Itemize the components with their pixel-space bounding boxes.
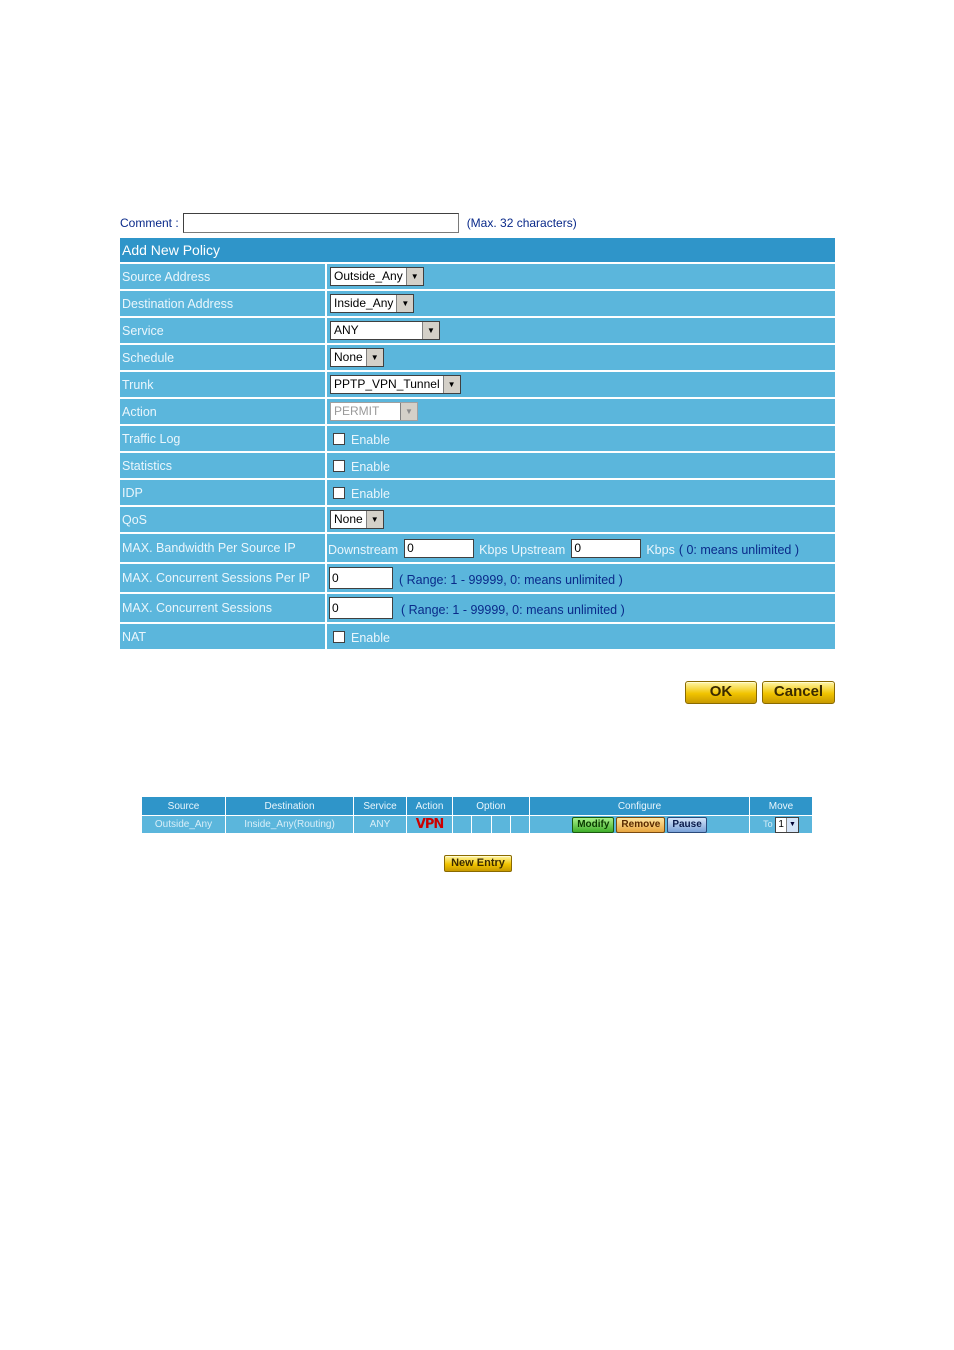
chevron-down-icon: ▼ [396,295,413,312]
statistics-checkbox[interactable] [333,460,345,472]
col-option: Option [453,797,530,816]
upstream-label: Kbps Upstream [479,542,566,557]
cancel-button[interactable]: Cancel [762,681,835,704]
move-to-label: To [763,818,773,829]
option-cell-1 [453,816,472,833]
row-source: Outside_Any [142,816,226,834]
destination-address-select[interactable]: Inside_Any ▼ [330,294,414,313]
schedule-label: Schedule [120,345,327,370]
action-row [120,397,835,424]
trunk-row [120,370,835,397]
policy-list-table [142,797,812,833]
comment-row [120,212,577,234]
max-sessions-per-ip-input[interactable] [329,567,393,589]
option-cell-3 [492,816,511,833]
max-sessions-input[interactable] [329,597,393,619]
max-sessions-per-ip-row [120,562,835,592]
downstream-input[interactable] [404,539,474,558]
sessions-hint: ( Range: 1 - 99999, 0: means unlimited ) [401,602,625,617]
chevron-down-icon: ▼ [443,376,460,393]
service-select[interactable]: ANY ▼ [330,321,440,340]
traffic-log-label: Traffic Log [120,426,327,451]
row-option [453,816,530,834]
idp-checkbox[interactable] [333,487,345,499]
vpn-action-icon: VPN [415,817,444,832]
action-label: Action [120,399,327,424]
comment-input[interactable] [183,213,459,233]
remove-button[interactable]: Remove [616,817,665,833]
traffic-log-row [120,424,835,451]
source-address-label: Source Address [120,264,327,289]
new-entry-button[interactable]: New Entry [444,855,512,872]
option-cell-4 [511,816,529,833]
chevron-down-icon: ▼ [422,322,439,339]
row-configure [530,816,750,834]
nat-label: NAT [120,624,327,649]
trunk-select[interactable]: PPTP_VPN_Tunnel ▼ [330,375,461,394]
schedule-row [120,343,835,370]
traffic-log-checkbox[interactable] [333,433,345,445]
comment-hint: (Max. 32 characters) [466,216,577,230]
destination-address-row [120,289,835,316]
row-service: ANY [354,816,407,834]
chevron-down-icon: ▼ [366,511,383,528]
form-title: Add New Policy [120,238,835,262]
source-address-row [120,262,835,289]
idp-row [120,478,835,505]
nat-checkbox[interactable] [333,631,345,643]
col-move: Move [750,797,813,816]
chevron-down-icon: ▼ [400,403,417,420]
sessions-per-ip-hint: ( Range: 1 - 99999, 0: means unlimited ) [399,572,623,587]
schedule-select[interactable]: None ▼ [330,348,384,367]
table-header-row [142,797,812,816]
bandwidth-hint: ( 0: means unlimited ) [678,542,800,557]
nat-row [120,622,835,649]
col-source: Source [142,797,226,816]
chevron-down-icon: ▼ [366,349,383,366]
downstream-label: Downstream [328,542,399,557]
col-destination: Destination [226,797,354,816]
statistics-enable-label: Enable [351,460,390,474]
row-move [750,816,813,834]
idp-label: IDP [120,480,327,505]
table-row [142,816,812,834]
qos-select[interactable]: None ▼ [330,510,384,529]
action-select: PERMIT ▼ [330,402,418,421]
service-label: Service [120,318,327,343]
row-destination: Inside_Any(Routing) [226,816,354,834]
pause-button[interactable]: Pause [667,817,706,833]
max-bandwidth-label: MAX. Bandwidth Per Source IP [120,534,327,562]
source-address-select[interactable]: Outside_Any ▼ [330,267,424,286]
col-configure: Configure [530,797,750,816]
max-sessions-label: MAX. Concurrent Sessions [120,594,327,622]
idp-enable-label: Enable [351,487,390,501]
nat-enable-label: Enable [351,631,390,645]
col-service: Service [354,797,407,816]
chevron-down-icon: ▼ [406,268,423,285]
add-policy-form [120,238,835,649]
upstream-input[interactable] [571,539,641,558]
max-sessions-row [120,592,835,622]
chevron-down-icon: ▼ [786,818,798,832]
col-action: Action [407,797,453,816]
row-action [407,816,453,834]
trunk-label: Trunk [120,372,327,397]
comment-label: Comment : [120,216,179,230]
qos-label: QoS [120,507,327,532]
qos-row [120,505,835,532]
max-sessions-per-ip-label: MAX. Concurrent Sessions Per IP [120,564,327,592]
modify-button[interactable]: Modify [572,817,614,833]
upstream-unit: Kbps [646,542,675,557]
option-cell-2 [472,816,491,833]
destination-address-label: Destination Address [120,291,327,316]
statistics-row [120,451,835,478]
move-select[interactable]: 1 ▼ [775,817,799,833]
ok-button[interactable]: OK [685,681,757,704]
service-row [120,316,835,343]
statistics-label: Statistics [120,453,327,478]
max-bandwidth-row [120,532,835,562]
traffic-log-enable-label: Enable [351,433,390,447]
